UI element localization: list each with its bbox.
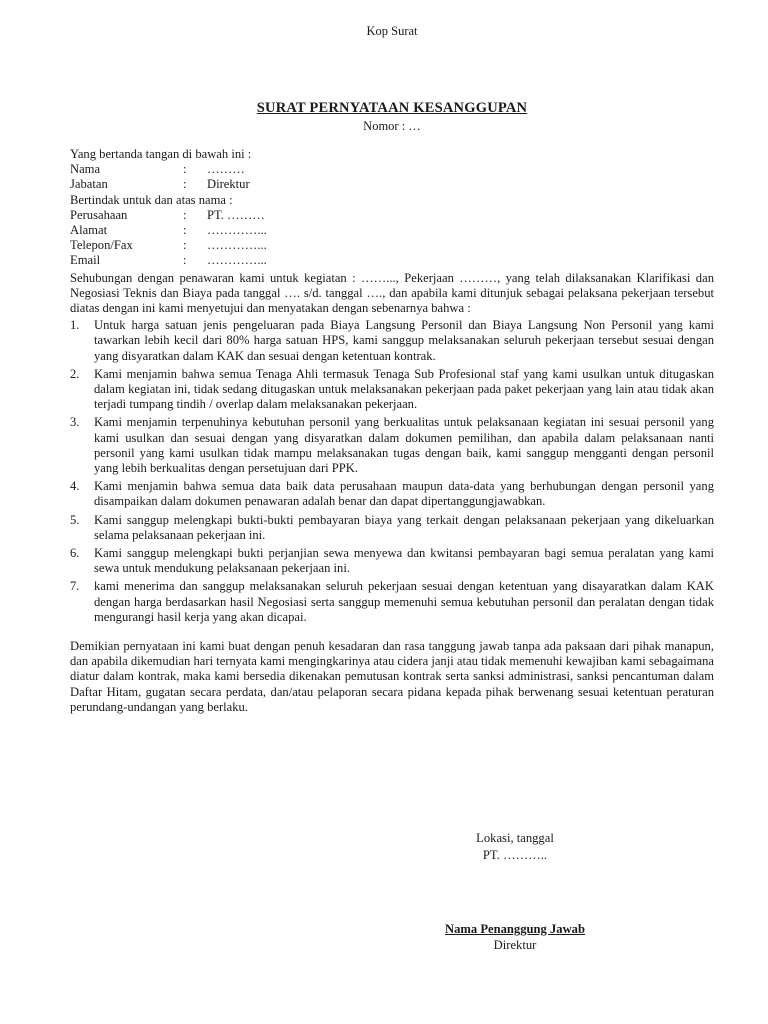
signer-field-nama (70, 162, 714, 177)
item-number: 7. (70, 579, 80, 594)
list-item (70, 546, 714, 576)
item-text: Kami sanggup melengkapi bukti-bukti pembayaran biaya yang terkait dengan pelaksanaan pekerjaan yang dikeluarkan selama pelaksanaan pekerjaan ini. (94, 512, 714, 542)
signatory-name: Nama Penanggung Jawab (445, 922, 585, 936)
item-number: 6. (70, 545, 80, 560)
item-number: 5. (70, 512, 80, 527)
field-label: Perusahaan (70, 207, 128, 222)
company-field-alamat (70, 223, 714, 238)
field-colon: : (183, 177, 187, 192)
field-colon: : (183, 238, 187, 253)
letterhead-placeholder: Kop Surat (366, 24, 418, 38)
item-text: Kami sanggup melengkapi bukti perjanjian sewa menyewa dan kwitansi pembayaran bagi semua peralatan yang kami sewa untuk mendukung pelaksanaan pekerjaan ini. (94, 545, 714, 576)
list-item (70, 318, 714, 364)
field-value: …………... (207, 253, 267, 268)
field-label: Nama (70, 162, 101, 177)
field-label: Jabatan (70, 177, 108, 192)
intro-line: Yang bertanda tangan di bawah ini : (70, 147, 252, 161)
list-item (70, 367, 714, 413)
item-text: Kami menjamin bahwa semua data baik data perusahaan maupun data-data yang berhubungan dengan personil yang disampaikan dalam dokumen penawaran adalah benar dan dapat dipertanggungjawabkan. (94, 479, 714, 509)
list-item (70, 513, 714, 543)
field-label: Alamat (70, 222, 108, 237)
field-colon: : (183, 222, 187, 237)
company-field-email (70, 253, 714, 268)
item-text: kami menerima dan sanggup melaksanakan seluruh pekerjaan sesuai dengan ketentuan yang disayaratkan dalam KAK dengan harga berdasarkan hasil Negosiasi serta sanggup memenuhi semua kebutuhan personil dan peralatan dengan tidak mengurangi hasil kerja yang akan dicapai. (94, 579, 714, 624)
list-item (70, 479, 714, 509)
field-colon: : (183, 207, 187, 222)
list-item (70, 415, 714, 476)
company-field-perusahaan (70, 208, 714, 223)
company-name: PT. ……….. (482, 848, 548, 862)
document-number: Nomor : … (363, 119, 421, 133)
field-label: Telepon/Fax (70, 238, 133, 253)
field-value: Direktur (207, 177, 250, 192)
list-item (70, 579, 714, 625)
field-label: Email (70, 253, 101, 268)
item-text: Kami menjamin terpenuhinya kebutuhan personil yang berkualitas untuk pelaksanaan kegiatan ini sesuai personil yang kami usulkan dan sesuai dengan yang disyaratkan dalam dokumen pemilihan, dan apabila dalam pelaksanaan nanti personil yang kami usulkan tidak mampu melaksanakan tugas dengan baik, kami sanggup mengganti dengan personil yang lebih berkualitas dengan persetujuan dari PPK. (94, 415, 714, 475)
signatory-position: Direktur (493, 938, 537, 952)
item-number: 2. (70, 366, 80, 381)
acting-for-line: Bertindak untuk dan atas nama : (70, 192, 233, 207)
field-value: PT. ……… (207, 207, 265, 222)
item-number: 3. (70, 415, 80, 430)
field-colon: : (183, 253, 187, 268)
item-text: Kami menjamin bahwa semua Tenaga Ahli termasuk Tenaga Sub Profesional staf yang kami usulkan untuk ditugaskan dalam kegiatan ini, tidak sedang ditugaskan untuk melaksanakan pekerjaan pada paket pekerjaan yang lain atau tidak akan terjadi tumpang tindih / overlap dalam melaksanakan pekerjaan. (94, 366, 714, 412)
item-number: 4. (70, 479, 80, 494)
field-value: ……… (207, 162, 245, 177)
letter-body (70, 147, 714, 715)
item-number: 1. (70, 318, 80, 333)
field-value: …………... (207, 222, 267, 237)
closing-paragraph: Demikian pernyataan ini kami buat dengan penuh kesadaran dan rasa tanggung jawab tanpa ada paksaan dari pihak manapun, dan apabila dikemudian hari ternyata kami mengingkarinya atau cidera janji atau tidak memenuhi kewajiban kami sebagaimana diatur dalam kontrak, maka kami bersedia dikenakan pemutusan kontrak serta sanksi administrasi, sanksi pencantuman dalam Daftar Hitam, gugatan secara perdata, dan/atau pelaporan secara pidana kepada pihak berwenang sesuai ketentuan peraturan perundang-undangan yang berlaku. (70, 639, 714, 714)
item-text: Untuk harga satuan jenis pengeluaran pada Biaya Langsung Personil dan Biaya Langsung Non Personil yang kami tawarkan lebih kecil dari 80% harga satuan HPS, kami sanggup melaksanakan seluruh pekerjaan tersebut sesuai dengan yang disyaratkan dalam KAK dan sesuai dengan ketentuan kontrak. (94, 318, 714, 363)
field-value: …………... (207, 238, 267, 253)
signer-field-jabatan (70, 177, 714, 192)
document-title: SURAT PERNYATAAN KESANGGUPAN (256, 100, 528, 116)
opening-paragraph: Sehubungan dengan penawaran kami untuk kegiatan : ……..., Pekerjaan ………, yang telah dilaksanakan Klarifikasi dan Negosiasi Teknis dan Biaya pada tanggal …. s/d. tanggal …., dan apabila kami ditunjuk sebagai pelaksana pekerjaan tersebut diatas dengan ini kami menyetujui dan menyatakan dengan sebenarnya bahwa : (70, 270, 714, 315)
field-colon: : (183, 162, 187, 177)
statement-list (70, 318, 714, 625)
company-field-telepon (70, 238, 714, 253)
place-date: Lokasi, tanggal (476, 831, 554, 845)
